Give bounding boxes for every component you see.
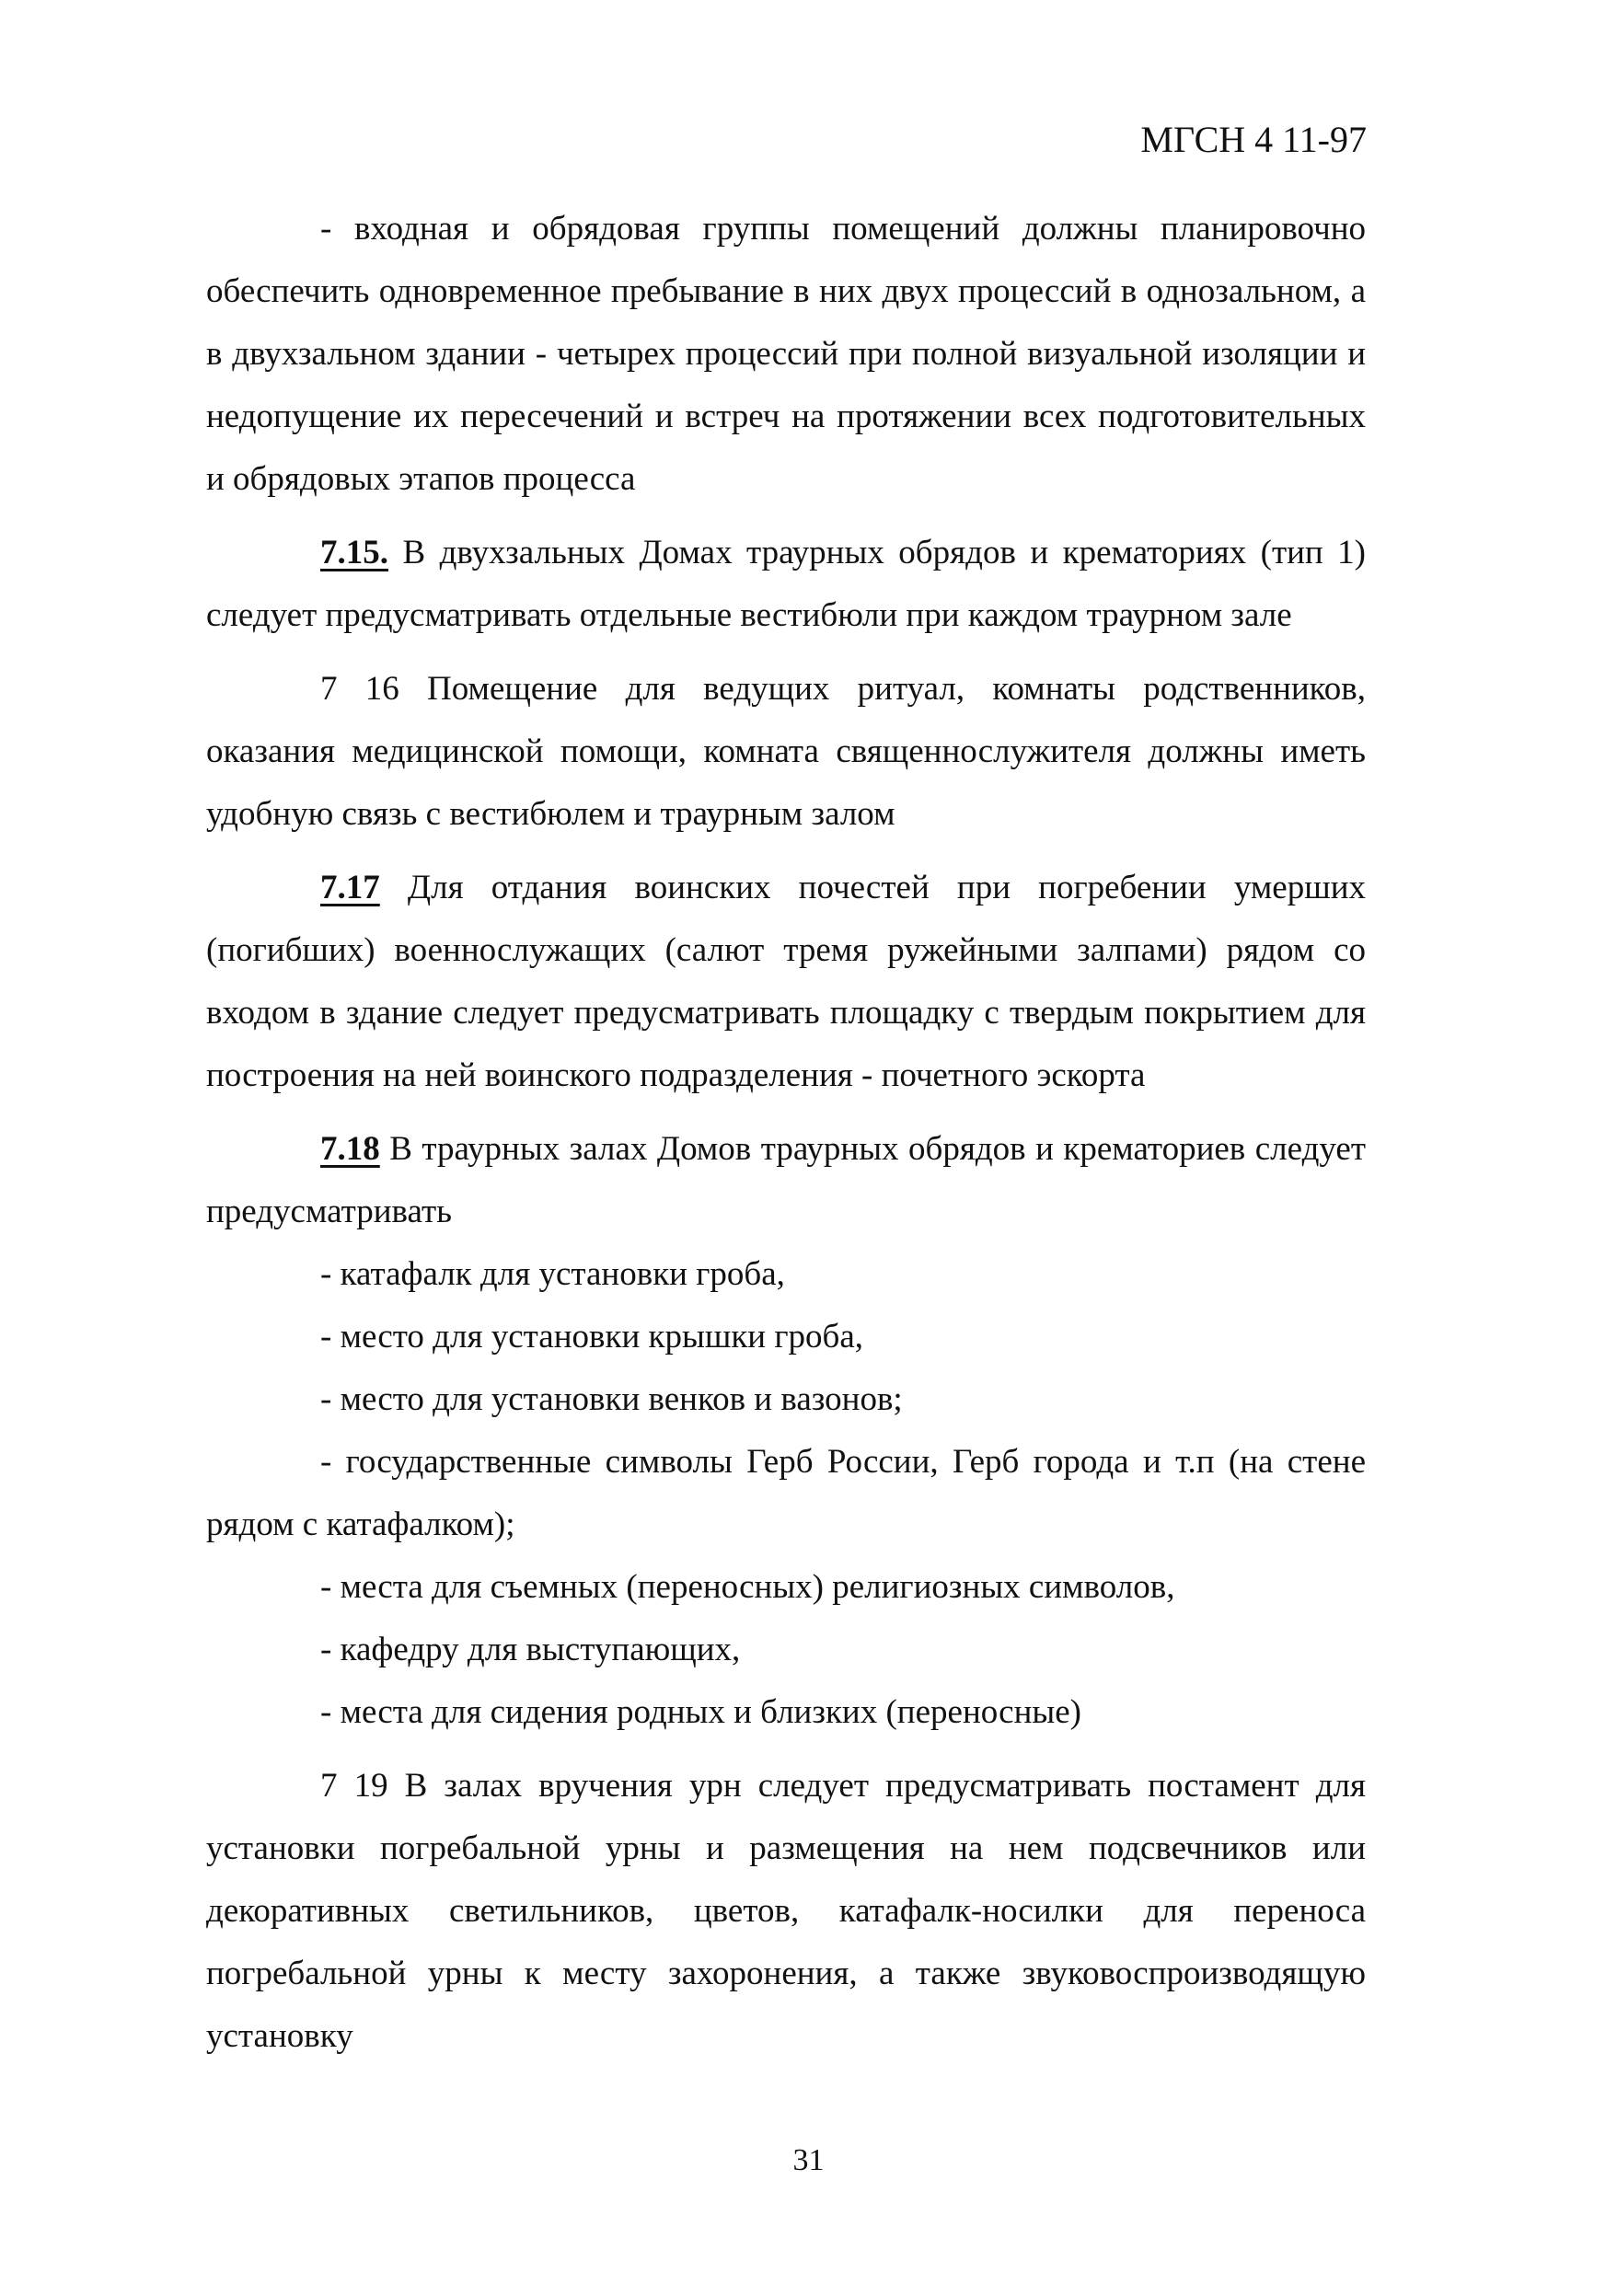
paragraph-entry-groups — [206, 198, 1366, 511]
clause-7-18 — [206, 1118, 1366, 1243]
clause-text: Для отдания воинских почестей при погребении умерших (погибших) военнослужащих (салют тремя ружейными залпами) рядом со входом в здание следует предусматривать площадку с твердым покрытием для построения на ней воинского подразделения - почетного эскорта — [206, 869, 1366, 1094]
clause-text: Помещение для ведущих ритуал, комнаты родственников, оказания медицинской помощи, комната священнослужителя должны иметь удобную связь с вестибюлем и траурным залом — [206, 670, 1366, 833]
clause-text: В двухзальных Домах траурных обрядов и крематориях (тип 1) следует предусматривать отдельные вестибюли при каждом траурном зале — [206, 534, 1366, 634]
list-item: - места для съемных (переносных) религиозных символов, — [320, 1568, 1175, 1606]
clause-text: В траурных залах Домов траурных обрядов и крематориев следует предусматривать — [206, 1130, 1366, 1230]
clause-number: 7.15. — [320, 534, 388, 571]
clause-number: 7 19 — [320, 1767, 388, 1805]
list-item: - катафалк для установки гроба, — [320, 1255, 785, 1293]
paragraph-text: - входная и обрядовая группы помещений должны планировочно обеспечить одновременное пребывание в них двух процессий в однозальном, а в двухзальном здании - четырех процессий при полной визуальной изоляции и недопущение их пересечений и встреч на протяжении всех подготовительных и обрядовых этапов процесса — [206, 210, 1366, 498]
list-item: - места для сидения родных и близких (переносные) — [320, 1693, 1081, 1731]
clause-7-15 — [206, 522, 1366, 647]
document-code: МГСН 4 11-97 — [1140, 119, 1367, 160]
clause-number: 7.17 — [320, 869, 380, 906]
clause-7-16 — [206, 658, 1366, 846]
list-item: - кафедру для выступающих, — [320, 1631, 741, 1668]
document-body — [206, 198, 1366, 2068]
list-item: - место для установки венков и вазонов; — [320, 1380, 903, 1418]
list-item: - место для установки крышки гроба, — [320, 1318, 864, 1356]
clause-number: 7.18 — [320, 1130, 380, 1168]
clause-number: 7 16 — [320, 670, 399, 708]
clause-text: В залах вручения урн следует предусматривать постамент для установки погребальной урны и размещения на нем подсвечников или декоративных светильников, цветов, катафалк-носилки для переноса погребальной урны к месту захоронения, а также звуковоспроизводящую установку — [206, 1767, 1366, 2055]
clause-7-17 — [206, 857, 1366, 1107]
page-number: 31 — [792, 2143, 825, 2177]
clause-7-19 — [206, 1755, 1366, 2068]
list-item: - государственные символы Герб России, Герб города и т.п (на стене рядом с катафалком); — [206, 1443, 1366, 1543]
